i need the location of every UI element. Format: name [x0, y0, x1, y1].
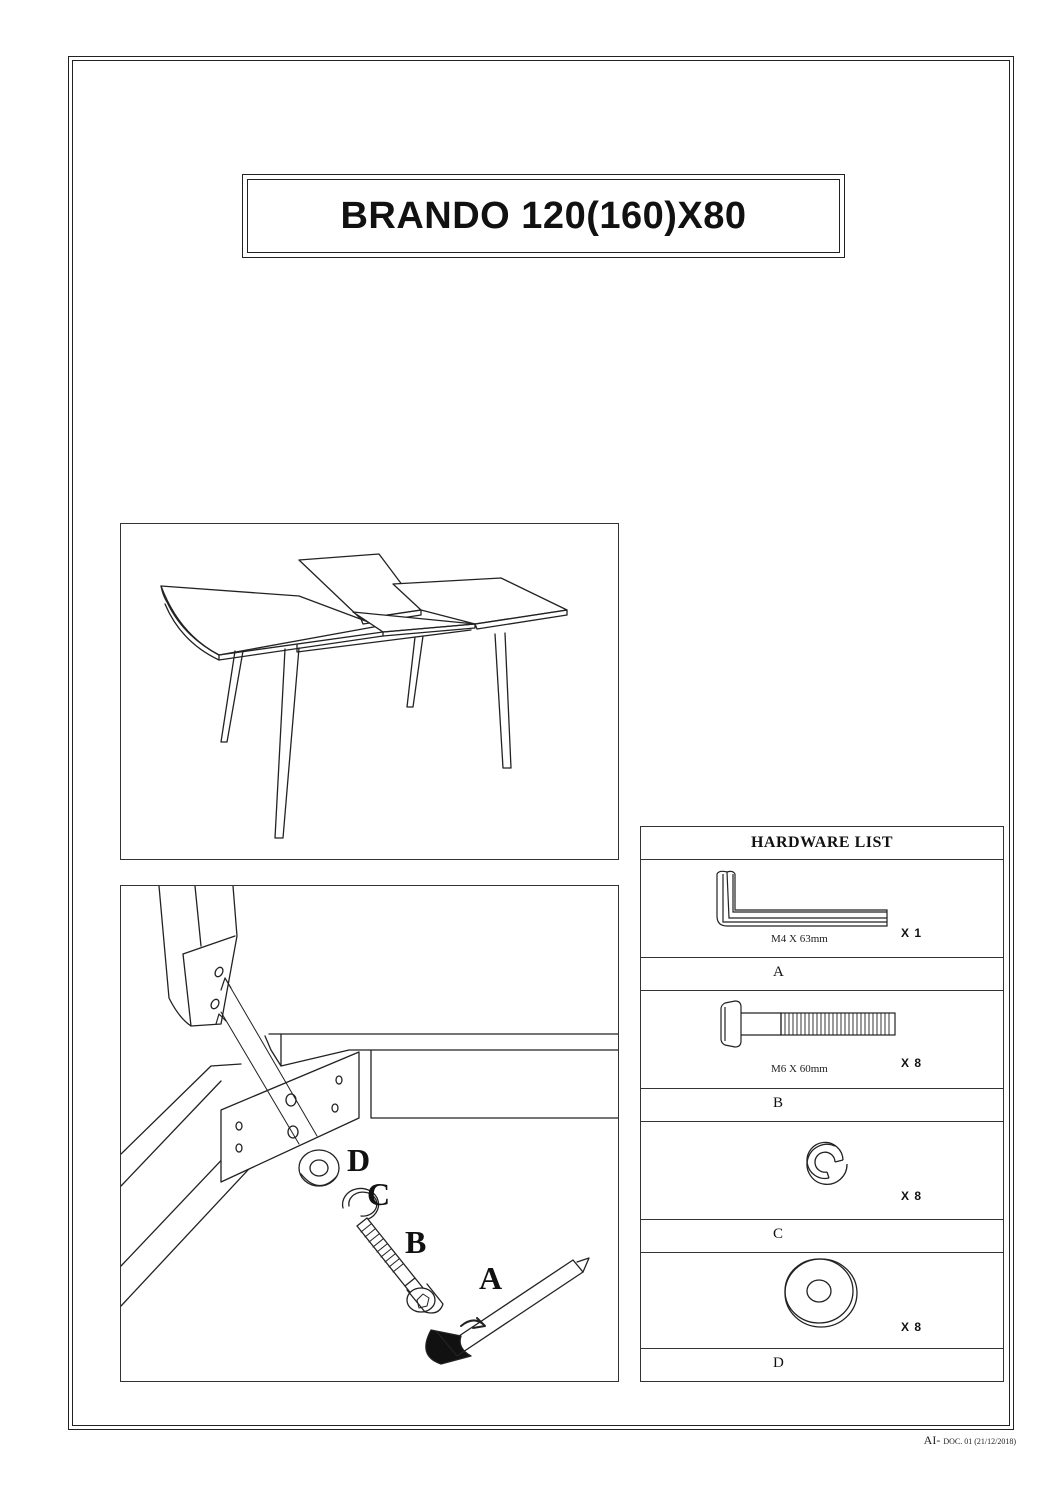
- flat-washer-icon: [641, 1253, 1005, 1349]
- document-title: BRANDO 120(160)X80: [340, 194, 747, 237]
- callout-a: A: [479, 1260, 503, 1296]
- hardware-c-label: C: [641, 1220, 1003, 1253]
- title-box: [247, 179, 840, 253]
- callout-b: B: [405, 1224, 427, 1260]
- table-overview-panel: [120, 523, 619, 860]
- doc-prefix: AI-: [923, 1433, 941, 1447]
- callout-c: C: [367, 1176, 391, 1212]
- hardware-a-spec: M4 X 63mm: [771, 933, 828, 945]
- assembly-detail-panel: [120, 885, 619, 1382]
- hardware-list-table: [640, 826, 1004, 1382]
- hardware-row-a: [641, 860, 1003, 958]
- leg-assembly-illustration: [121, 886, 619, 1382]
- document-code: [924, 1433, 1016, 1448]
- doc-code: DOC. 01 (21/12/2018): [943, 1437, 1016, 1446]
- hardware-b-qty: X 8: [901, 1056, 923, 1070]
- hardware-a-qty: X 1: [901, 926, 923, 940]
- hardware-a-label: A: [641, 958, 1003, 991]
- hardware-d-qty: X 8: [901, 1320, 923, 1334]
- hardware-list-heading: HARDWARE LIST: [641, 827, 1003, 860]
- hardware-row-d: [641, 1253, 1003, 1349]
- callout-d: D: [347, 1142, 371, 1178]
- hardware-b-spec: M6 X 60mm: [771, 1063, 828, 1075]
- hardware-b-label: B: [641, 1089, 1003, 1122]
- extendable-table-illustration: [121, 524, 619, 860]
- hardware-d-label: D: [773, 1355, 784, 1371]
- hardware-row-b: [641, 991, 1003, 1089]
- spring-washer-icon: [641, 1122, 1005, 1220]
- hardware-c-qty: X 8: [901, 1189, 923, 1203]
- hardware-row-c: [641, 1122, 1003, 1220]
